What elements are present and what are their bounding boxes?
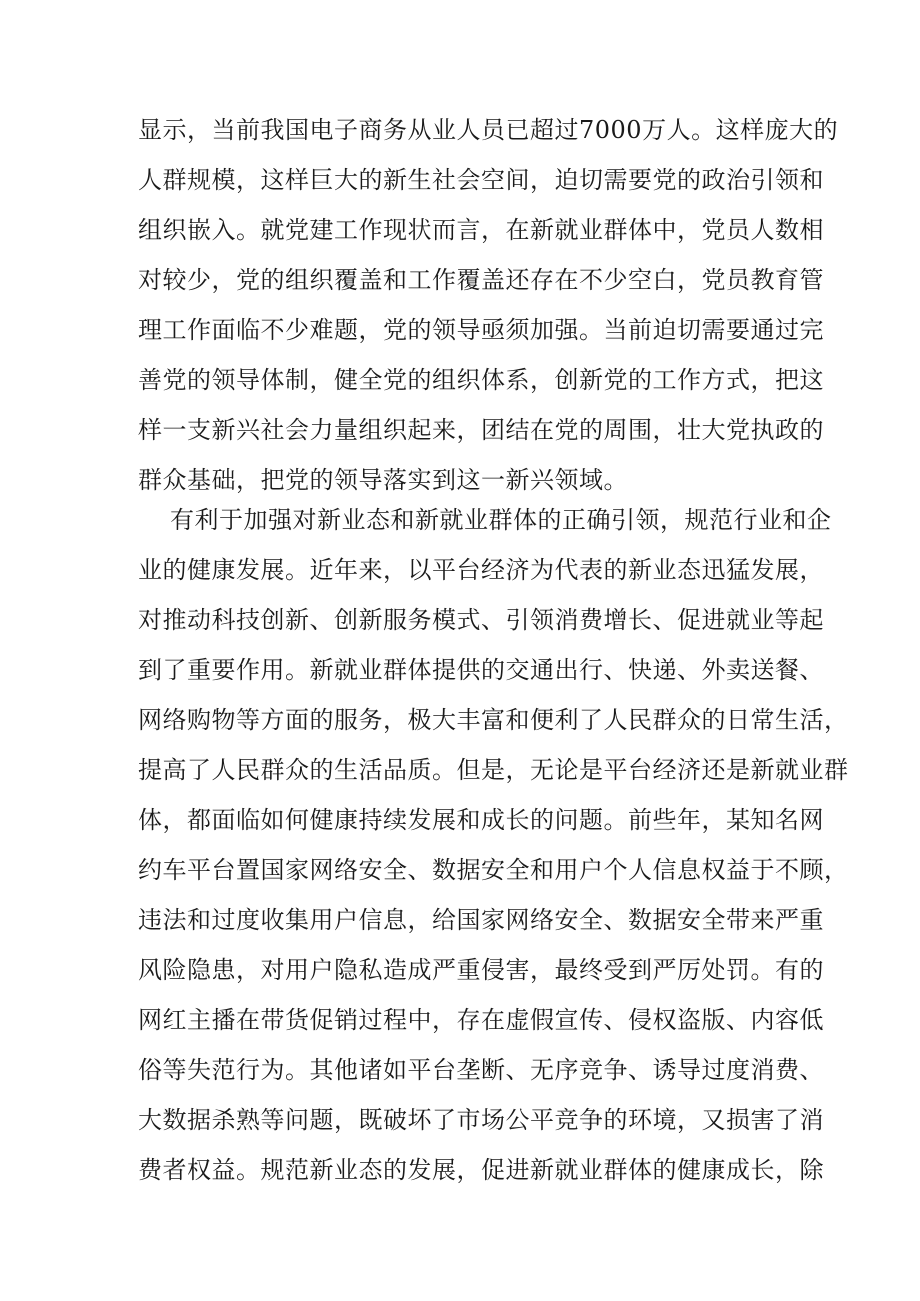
paragraph-line: 人群规模，这样巨大的新生社会空间，迫切需要党的政治引领和 — [138, 166, 824, 194]
paragraph-line: 俗等失范行为。其他诸如平台垄断、无序竞争、诱导过度消费、 — [138, 1056, 824, 1084]
paragraph-line: 约车平台置国家网络安全、数据安全和用户个人信息权益于不顾， — [138, 856, 849, 884]
paragraph-2 — [138, 495, 849, 1195]
paragraph-line: 提高了人民群众的生活品质。但是，无论是平台经济还是新就业群 — [138, 756, 849, 784]
paragraph-line: 费者权益。规范新业态的发展，促进新就业群体的健康成长，除 — [138, 1156, 824, 1184]
paragraph-line: 业的健康发展。近年来，以平台经济为代表的新业态迅猛发展， — [138, 556, 824, 584]
paragraph-line: 体，都面临如何健康持续发展和成长的问题。前些年，某知名网 — [138, 806, 824, 834]
paragraph-line: 对推动科技创新、创新服务模式、引领消费增长、促进就业等起 — [138, 606, 824, 634]
paragraph-line: 群众基础，把党的领导落实到这一新兴领域。 — [138, 466, 628, 494]
paragraph-line: 违法和过度收集用户信息，给国家网络安全、数据安全带来严重 — [138, 906, 824, 934]
paragraph-line: 大数据杀熟等问题，既破坏了市场公平竞争的环境，又损害了消 — [138, 1106, 824, 1134]
paragraph-line: 善党的领导体制，健全党的组织体系，创新党的工作方式，把这 — [138, 366, 824, 394]
paragraph-line: 网络购物等方面的服务，极大丰富和便利了人民群众的日常生活， — [138, 706, 849, 734]
paragraph-line: 对较少，党的组织覆盖和工作覆盖还存在不少空白，党员教育管 — [138, 266, 824, 294]
paragraph-line: 风险隐患，对用户隐私造成严重侵害，最终受到严厉处罚。有的 — [138, 956, 824, 984]
paragraph-1 — [138, 105, 839, 505]
paragraph-line: 样一支新兴社会力量组织起来，团结在党的周围，壮大党执政的 — [138, 416, 824, 444]
paragraph-line: 显示，当前我国电子商务从业人员已超过7000万人。这样庞大的 — [138, 116, 839, 144]
paragraph-line: 到了重要作用。新就业群体提供的交通出行、快递、外卖送餐、 — [138, 656, 824, 684]
paragraph-line: 组织嵌入。就党建工作现状而言，在新就业群体中，党员人数相 — [138, 216, 824, 244]
paragraph-line: 有利于加强对新业态和新就业群体的正确引领，规范行业和企 — [170, 506, 832, 534]
paragraph-line: 理工作面临不少难题，党的领导亟须加强。当前迫切需要通过完 — [138, 316, 824, 344]
paragraph-line: 网红主播在带货促销过程中，存在虚假宣传、侵权盗版、内容低 — [138, 1006, 824, 1034]
